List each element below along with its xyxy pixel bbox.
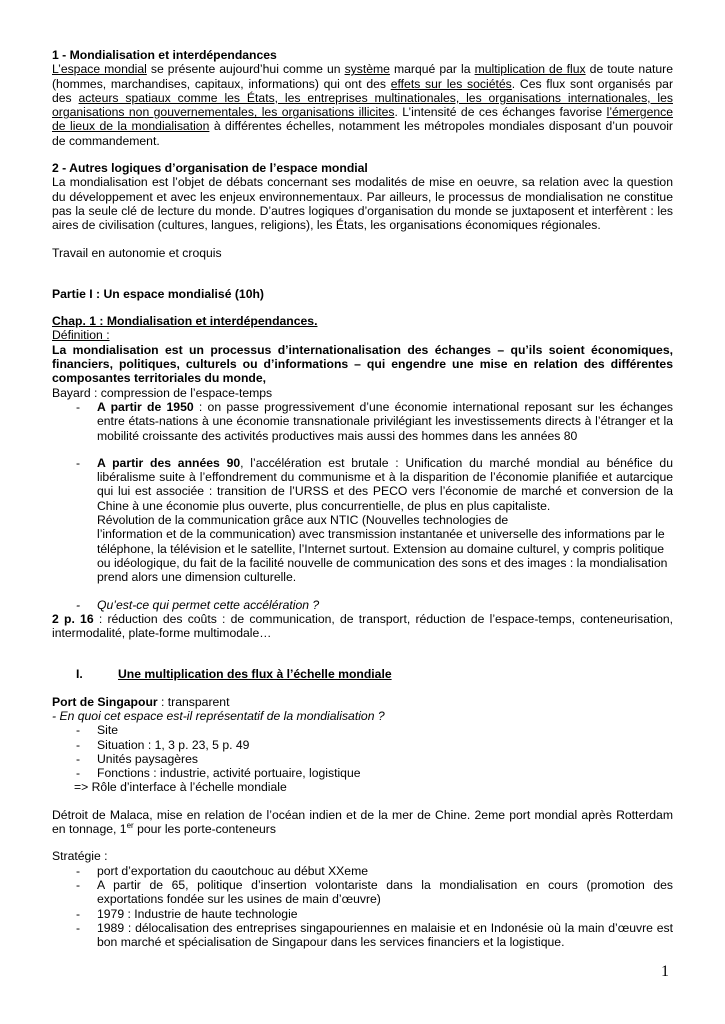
bullet-1950: - A partir de 1950 : on passe progressivement d’une économie international reposant sur les échanges entre états-nations à une économie transnationale privilégiant les investissements directs à l’étranger et la mobilité croissante des activités productives mais aussi des hommes dans les années 80 <box>52 400 673 443</box>
term-acteurs-spatiaux: acteurs spatiaux comme les États, les entreprises multinationales, les organisations internationales, les organisations non gouvernementales, les organisations illicites <box>52 90 673 120</box>
list-item: - port d’exportation du caoutchouc au début XXeme <box>52 864 673 878</box>
term-effets-societes: effets sur les sociétés <box>390 76 512 91</box>
malaca-paragraph: Détroit de Malaca, mise en relation de l’océan indien et de la mer de Chine. 2eme port mondial après Rotterdam en tonnage, 1er pour les porte-conteneurs <box>52 807 673 837</box>
list-item: - 1989 : délocalisation des entreprises singapouriennes en malaisie et en Indonésie où la main d’œuvre est bon marché et spécialisation de Singapour dans les services financiers et la logistique. <box>52 921 673 950</box>
question-acceleration: - Qu’est-ce qui permet cette accélération ? <box>52 598 673 612</box>
definition-label: Définition : <box>52 328 110 343</box>
bullet-1990: - A partir des années 90, l’accélération est brutale : Unification du marché mondial au bénéfice du libéralisme suite à l’effondrement du communisme et à la disparition de l’économie planifiée et autarcique qui lui est associée : transition de l’URSS et des PECO vers l’économie de marché et conversion de la Chine à une économie plus ouverte, plus concurrentielle, de plus en plus capitaliste. <box>52 456 673 513</box>
section-2-paragraph: La mondialisation est l’objet de débats concernant ses modalités de mise en oeuvre, sa relation avec la question du développement et avec les enjeux environnementaux. Par ailleurs, le processus de mondialisation ne constitue pas la seule clé de lecture du monde. D’autres logiques d’organisation du monde se juxtaposent et interfèrent : les aires de civilisation (cultures, langues, religions), les États, les organisations économiques régionales. <box>52 175 673 233</box>
definition-text: La mondialisation est un processus d’internationalisation des échanges – qu’ils soient économiques, financiers, politiques, culturels ou d’informations – qui engendre une mise en relation des différentes composantes territoriales du monde, <box>52 342 673 386</box>
section-I-number: I. <box>76 667 83 682</box>
term-lieux-mondialisation: l’émergence de lieux de la mondialisation <box>52 105 673 134</box>
list-item: - Situation : 1, 3 p. 23, 5 p. 49 <box>52 738 673 752</box>
section-1-heading: 1 - Mondialisation et interdépendances <box>52 48 277 62</box>
section-1-paragraph: L’espace mondial se présente aujourd’hui comme un système marqué par la multiplication de flux de toute nature (hommes, marchandises, capitaux, informations) qui ont des effets sur les sociétés. Ces flux sont organisés par des acteurs spatiaux comme les États, les entreprises multinationales, les organisations internationales, les organisations non gouvernementales, les organisations illicites. L’intensité de ces échanges favorise l’émergence de lieux de la mondialisation à différentes échelles, notamment les métropoles mondiales disposant d’un pouvoir de commandement. <box>52 62 674 148</box>
document-page <box>52 48 673 949</box>
section-I-title: Une multiplication des flux à l’échelle mondiale <box>118 667 392 682</box>
singapour-question: - En quoi cet espace est-il représentatif de la mondialisation ? <box>52 708 385 723</box>
list-item: - A partir de 65, politique d’insertion volontariste dans la mondialisation en cours (promotion des exportations fondée sur les usines de main d’œuvre) <box>52 878 673 907</box>
partie-heading: Partie I : Un espace mondialisé (10h) <box>52 286 264 301</box>
singapour-line: Port de Singapour : transparent <box>52 694 230 709</box>
list-item: - 1979 : Industrie de haute technologie <box>52 907 673 921</box>
term-espace-mondial: L’espace mondial <box>52 62 147 77</box>
revolution-line-1: Révolution de la communication grâce aux NTIC (Nouvelles technologies de <box>97 513 509 528</box>
term-multiplication-flux: multiplication de flux <box>474 62 586 77</box>
list-item: - Site <box>52 723 673 737</box>
section-I-heading <box>52 667 673 681</box>
answer-line: 2 p. 16 : réduction des coûts : de communication, de transport, réduction de l’espace-temps, conteneurisation, intermodalité, plate-forme multimodale… <box>52 611 674 641</box>
chapter-heading: Chap. 1 : Mondialisation et interdépendances. <box>52 314 318 329</box>
term-systeme: système <box>344 62 390 77</box>
page-number: 1 <box>661 963 669 980</box>
revolution-paragraph: l’information et de la communication) avec transmission instantanée et universelle des informations par le téléphone, la télévision et le satellite, l’Internet surtout. Extension au domaine culturel, y compris politique ou idéologique, du fait de la facilité nouvelle de communication des sons et des images : la mondialisation prend alors une dimension culturelle. <box>97 527 668 585</box>
list-item: - Unités paysagères <box>52 752 673 766</box>
travail-line: Travail en autonomie et croquis <box>52 245 222 260</box>
section-2-heading: 2 - Autres logiques d’organisation de l’espace mondial <box>52 161 368 176</box>
strategie-label: Stratégie : <box>52 849 108 864</box>
interface-arrow-line: => Rôle d’interface à l’échelle mondiale <box>74 780 287 795</box>
list-item: - Fonctions : industrie, activité portuaire, logistique <box>52 766 673 780</box>
bayard-line: Bayard : compression de l’espace-temps <box>52 385 273 400</box>
